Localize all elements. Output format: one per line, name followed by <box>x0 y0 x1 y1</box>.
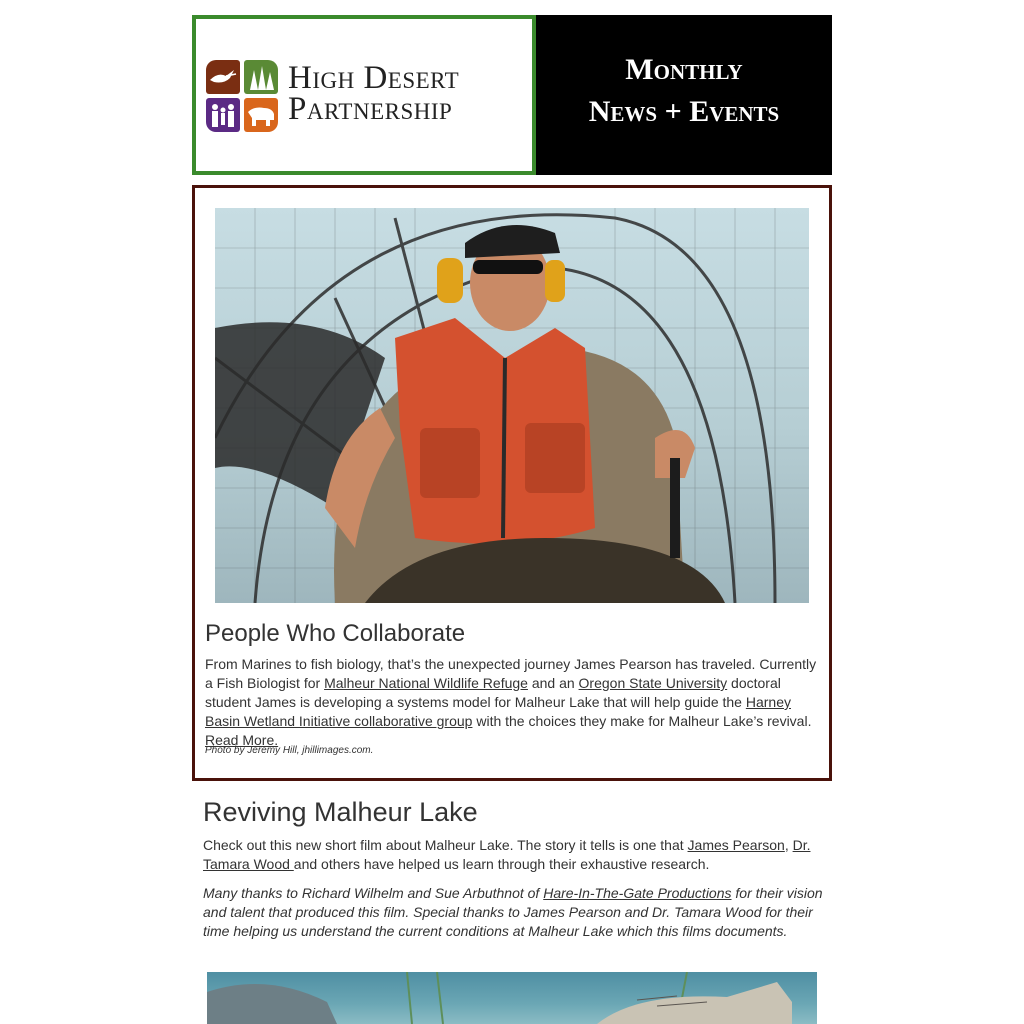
feature-body <box>205 655 825 750</box>
title-line-1: Monthly <box>625 53 743 86</box>
cow-icon <box>244 98 278 132</box>
feature-body-text-2: and an <box>527 675 579 691</box>
logo-line-1: High Desert <box>288 60 460 96</box>
feature-body-text-3: doctoral student James is developing a systems model for Malheur Lake that will help guide the <box>205 675 781 710</box>
airboat-photo-illustration <box>215 208 809 603</box>
logo-line-2: Partnership <box>288 91 453 127</box>
link-hare-in-the-gate[interactable]: Hare-In-The-Gate Productions <box>543 885 732 901</box>
section-paragraph-2 <box>203 884 823 941</box>
link-oregon-state[interactable]: Oregon State University <box>578 675 728 691</box>
link-james-pearson[interactable]: James Pearson <box>687 837 785 853</box>
photo-credit: Photo by Jeremy Hill, jhillimages.com. <box>205 745 374 756</box>
feature-story <box>192 185 832 781</box>
feature-photo[interactable] <box>215 208 809 603</box>
trees-icon <box>244 60 278 94</box>
section-text-5: for their vision and talent that produced this film. Special thanks to James Pearson and Dr. Tamara Wood for their time helping us understand the current conditions at Malheur Lake which this films documents. <box>203 885 823 939</box>
newsletter-header <box>192 15 832 175</box>
feature-heading: People Who Collaborate <box>205 620 466 647</box>
link-tamara-wood[interactable]: Dr. Tamara Wood <box>203 837 811 872</box>
section-heading: Reviving Malheur Lake <box>203 797 478 827</box>
logo[interactable] <box>192 15 536 175</box>
link-harney-basin[interactable]: Harney Basin Wetland Initiative collaborative group <box>205 694 791 729</box>
title-line-2: News + Events <box>588 95 780 128</box>
fish-illustration <box>207 972 817 1024</box>
family-icon <box>206 98 240 132</box>
section-paragraph-1 <box>203 836 823 874</box>
reviving-malheur-section <box>203 797 823 941</box>
logo-icon-grid <box>206 60 280 134</box>
section-text-3: and others have helped us learn through their exhaustive research. <box>293 856 710 872</box>
feature-body-text-1: From Marines to fish biology, that’s the unexpected journey James Pearson has traveled. Currently a Fish Biologist for <box>205 656 817 691</box>
logo-wordmark <box>288 60 460 127</box>
section-text-2: , <box>784 837 793 853</box>
bird-icon <box>206 60 240 94</box>
section-text-4: Many thanks to Richard Wilhelm and Sue Arbuthnot of <box>203 885 544 901</box>
film-thumbnail[interactable] <box>207 972 817 1024</box>
link-malheur-refuge[interactable]: Malheur National Wildlife Refuge <box>324 675 528 691</box>
read-more-link[interactable]: Read More. <box>205 732 279 748</box>
newsletter-title <box>536 15 832 175</box>
section-text-1: Check out this new short film about Malheur Lake. The story it tells is one that <box>203 837 688 853</box>
feature-body-text-4: with the choices they make for Malheur Lake’s revival. <box>472 713 812 729</box>
